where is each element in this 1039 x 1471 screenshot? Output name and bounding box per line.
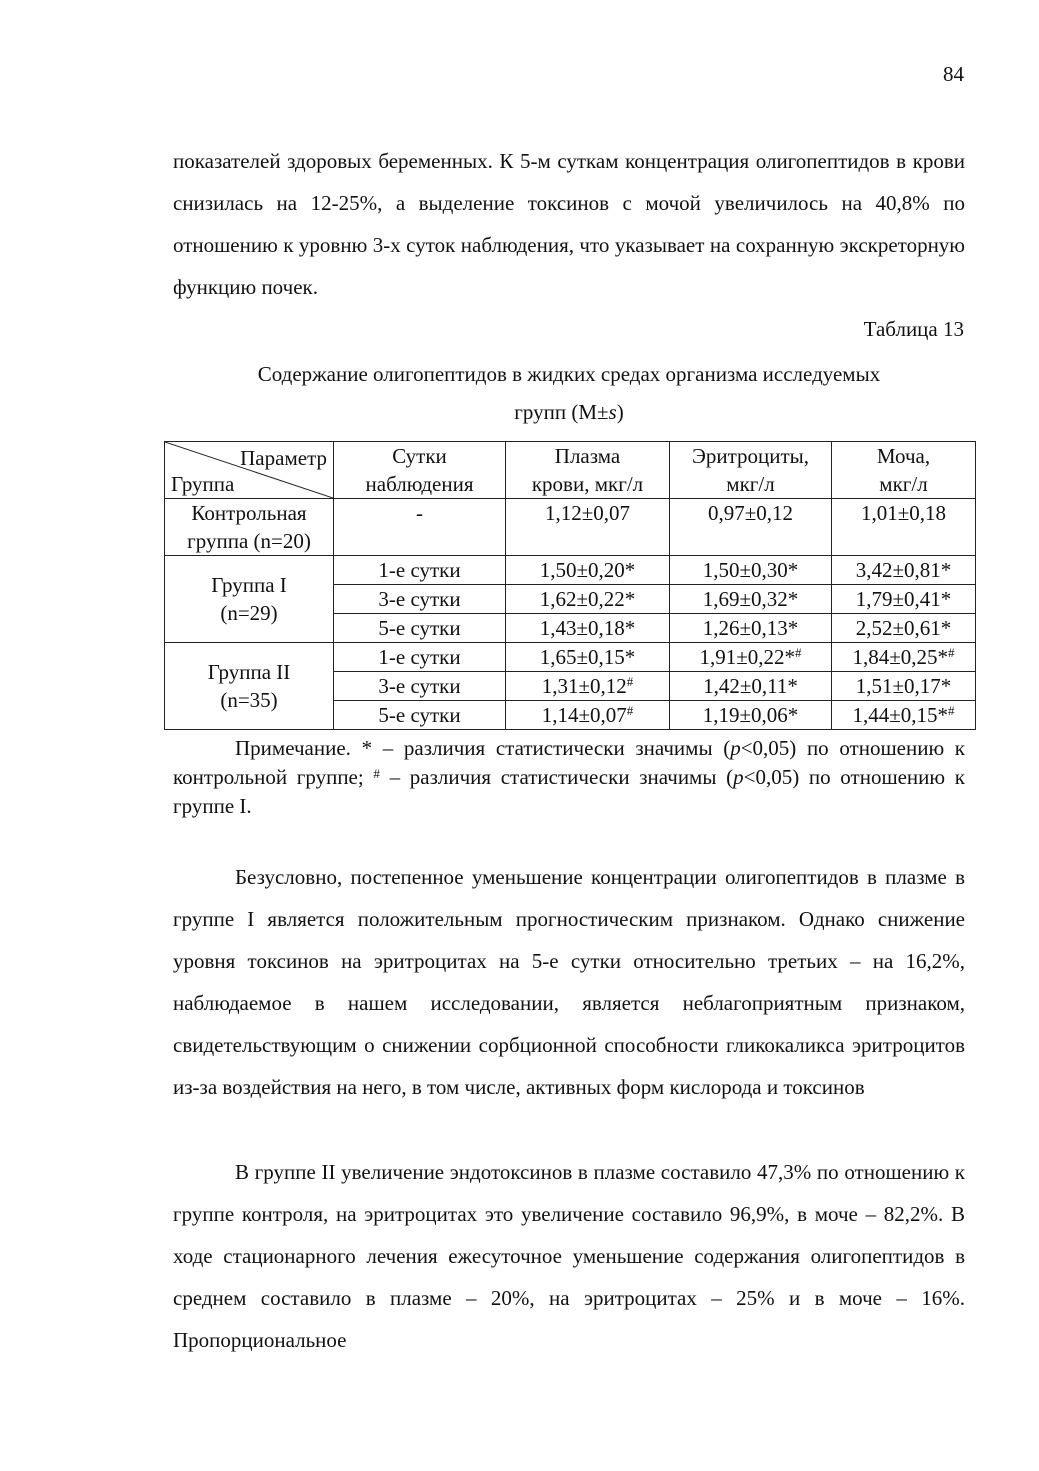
- page-number: 84: [943, 62, 964, 86]
- cell-day: 3-е сутки: [334, 585, 506, 614]
- cell-erythro: 1,69±0,32*: [670, 585, 832, 614]
- cell-urine: 1,51±0,17*: [832, 672, 976, 701]
- cell-day: 5-е сутки: [334, 701, 506, 730]
- control-erythro: 0,97±0,12: [670, 499, 832, 556]
- cell-urine: 2,52±0,61*: [832, 614, 976, 643]
- cell-day: 1-е сутки: [334, 556, 506, 585]
- table-caption-line1: Содержание олигопептидов в жидких средах организма исследуемых: [257, 362, 881, 386]
- cell-erythro: 1,91±0,22*#: [670, 643, 832, 672]
- cell-erythro: 1,26±0,13*: [670, 614, 832, 643]
- header-group: Группа: [171, 472, 235, 496]
- cell-day: 5-е сутки: [334, 614, 506, 643]
- cell-day: 1-е сутки: [334, 643, 506, 672]
- control-plasma: 1,12±0,07: [506, 499, 670, 556]
- table-label: Таблица 13: [863, 317, 964, 341]
- paragraph-2: Безусловно, постепенное уменьшение концентрации олигопептидов в плазме в группе I является положительным прогностическим признаком. Однако снижение уровня токсинов на эритроцитах на 5-е сутки относительно третьих – на 16,2%, наблюдаемое в нашем исследовании, является неблагоприятным признаком, свидетельствующим о снижении сорбционной способности гликокаликса эритроцитов из-за воздействия на него, в том числе, активных форм кислорода и токсинов: [173, 865, 965, 1099]
- cell-day: 3-е сутки: [334, 672, 506, 701]
- paragraph-3: В группе II увеличение эндотоксинов в плазме составило 47,3% по отношению к группе контроля, на эритроцитах это увеличение составило 96,9%, в моче – 82,2%. В ходе стационарного лечения ежесуточное уменьшение содержания олигопептидов в среднем составило в плазме – 20%, на эритроцитах – 25% и в моче – 16%. Пропорциональное: [173, 1160, 965, 1352]
- cell-plasma: 1,14±0,07#: [506, 701, 670, 730]
- cell-plasma: 1,43±0,18*: [506, 614, 670, 643]
- cell-urine: 1,84±0,25*#: [832, 643, 976, 672]
- table-row-control: [165, 499, 976, 556]
- cell-urine: 1,44±0,15*#: [832, 701, 976, 730]
- cell-plasma: 1,31±0,12#: [506, 672, 670, 701]
- cell-erythro: 1,42±0,11*: [670, 672, 832, 701]
- control-name: Контрольная группа (n=20): [165, 499, 334, 556]
- caption-italic-s: s: [608, 400, 617, 424]
- control-urine: 1,01±0,18: [832, 499, 976, 556]
- table-header-row: [165, 442, 976, 499]
- caption-suffix: ): [616, 400, 624, 424]
- group2-name: Группа II (n=35): [165, 643, 334, 730]
- cell-urine: 1,79±0,41*: [832, 585, 976, 614]
- header-diagonal-cell: [165, 442, 334, 499]
- data-table: [164, 441, 976, 730]
- header-day: Сутки наблюдения: [334, 442, 506, 499]
- cell-urine: 3,42±0,81*: [832, 556, 976, 585]
- cell-plasma: 1,65±0,15*: [506, 643, 670, 672]
- table-row: [165, 556, 976, 585]
- header-plasma: Плазма крови, мкг/л: [506, 442, 670, 499]
- table-caption: [173, 355, 965, 431]
- table-row: [165, 643, 976, 672]
- cell-plasma: 1,50±0,20*: [506, 556, 670, 585]
- intro-paragraph: показателей здоровых беременных. К 5-м суткам концентрация олигопептидов в крови снизилась на 12-25%, а выделение токсинов с мочой увеличилось на 40,8% по отношению к уровню 3-х суток наблюдения, что указывает на сохранную экскреторную функцию почек.: [173, 149, 965, 299]
- header-erythro: Эритроциты, мкг/л: [670, 442, 832, 499]
- table-note: Примечание. * – различия статистически значимы (p<0,05) по отношению к контрольной группе; # – различия статистически значимы (p<0,05) по отношению к группе I.: [173, 736, 965, 818]
- caption-prefix: групп (M±: [514, 400, 609, 424]
- control-day: -: [334, 499, 506, 556]
- group1-name: Группа I (n=29): [165, 556, 334, 643]
- cell-erythro: 1,19±0,06*: [670, 701, 832, 730]
- cell-erythro: 1,50±0,30*: [670, 556, 832, 585]
- cell-plasma: 1,62±0,22*: [506, 585, 670, 614]
- table-caption-line2: [173, 393, 965, 431]
- header-param: Параметр: [240, 446, 327, 470]
- header-urine: Моча, мкг/л: [832, 442, 976, 499]
